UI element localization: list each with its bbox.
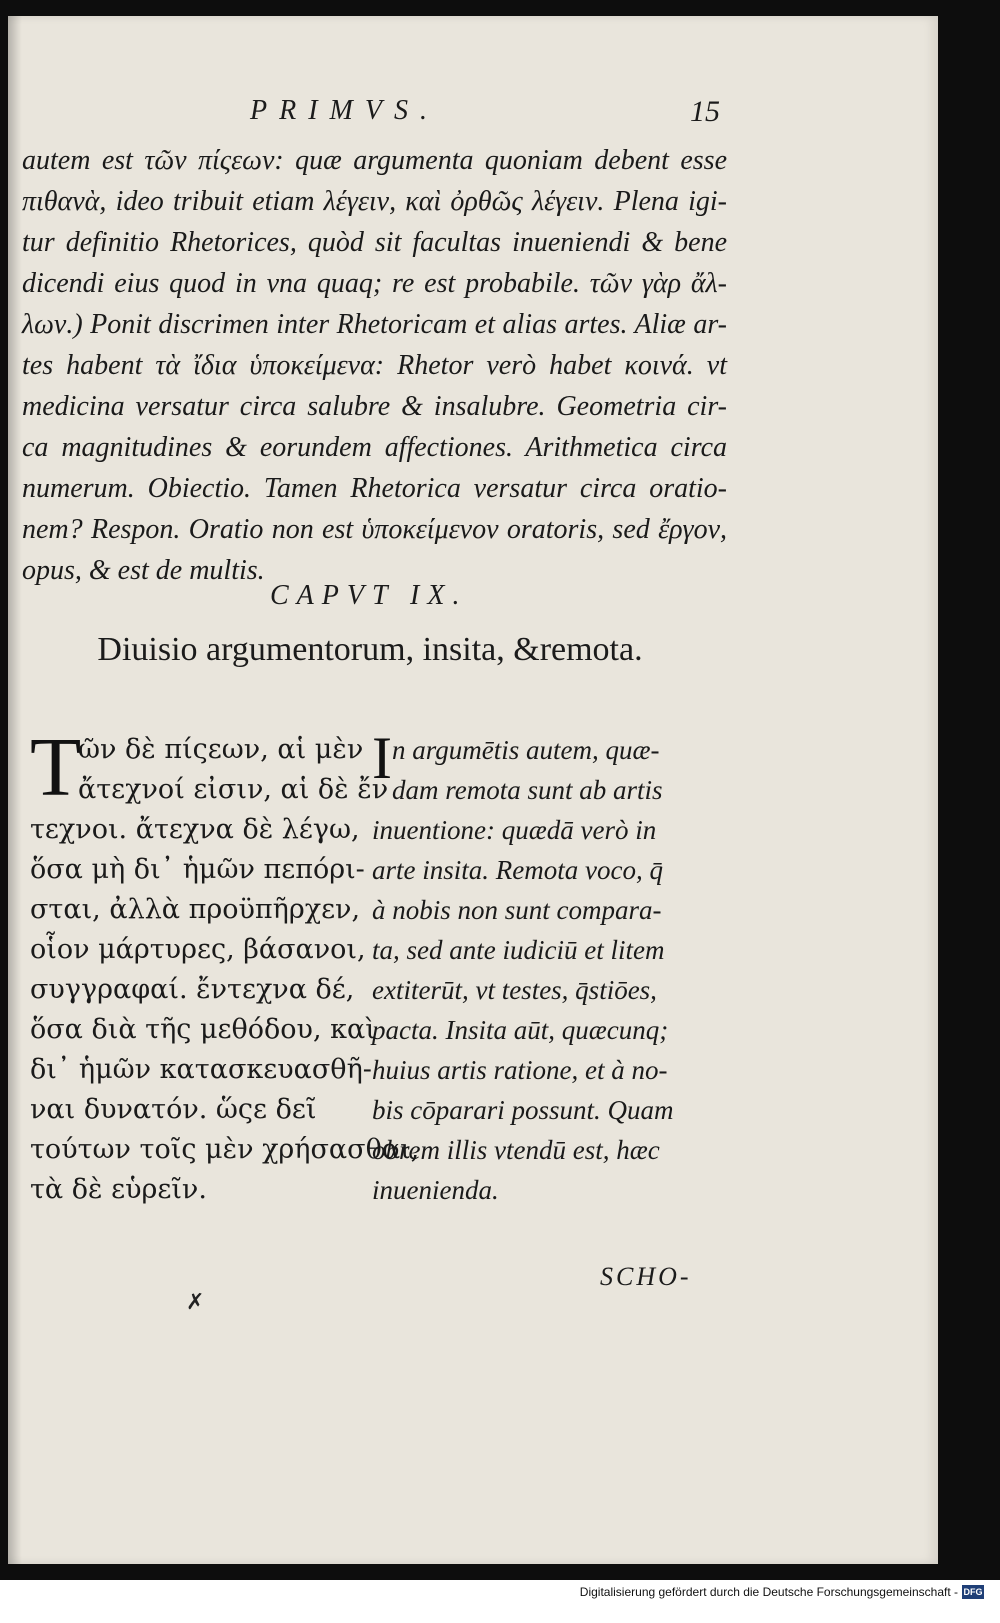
greek-line: ἄτεχνοί εἰσιν, αἱ δὲ ἔν bbox=[78, 774, 389, 805]
latin-line: extiterūt, vt testes, q̄stiōes, bbox=[372, 975, 657, 1005]
latin-line: arte insita. Remota voco, q̄ bbox=[372, 855, 663, 885]
gutter-shadow bbox=[8, 16, 22, 1564]
greek-line: τεχνοι. ἄτεχνα δὲ λέγω, bbox=[30, 814, 360, 845]
greek-text-column bbox=[30, 721, 420, 1210]
chapter-title bbox=[80, 628, 660, 672]
greek-line: τούτων τοῖς μὲν χρήσασθαι, bbox=[30, 1134, 420, 1165]
greek-line: ῶν δὲ πίςεων, αἱ μὲν bbox=[78, 734, 364, 765]
commentary-line: λων.) Ponit discrimen inter Rhetoricam et alias artes. Aliæ ar- bbox=[22, 309, 727, 340]
chapter-title-line: remota. bbox=[539, 631, 643, 668]
greek-line: ναι δυνατόν. ὥςε δεῖ bbox=[30, 1094, 317, 1125]
greek-line: τὰ δὲ εὑρεῖν. bbox=[30, 1174, 207, 1205]
commentary-paragraph bbox=[22, 140, 727, 591]
latin-line: inuentione: quædā verò in bbox=[372, 815, 657, 845]
greek-line: ὅσα διὰ τῆς μεθόδου, καὶ bbox=[30, 1014, 376, 1045]
commentary-line: tes habent τὰ ἴδια ὑποκείμενα: Rhetor verò habet κοινά. vt bbox=[22, 350, 727, 381]
greek-line: ὅσα μὴ δι᾽ ἡμῶν πεπόρι- bbox=[30, 854, 365, 885]
commentary-line: πιθανὰ, ideo tribuit etiam λέγειν, καὶ ὀρθῶς λέγειν. Plena igi- bbox=[22, 186, 727, 217]
dfg-logo: DFG bbox=[963, 1587, 983, 1597]
latin-line: n argumētis autem, quæ- bbox=[392, 735, 660, 765]
latin-line: à nobis non sunt compara- bbox=[372, 895, 662, 925]
latin-line: inuenienda. bbox=[372, 1175, 499, 1205]
commentary-line: nem? Respon. Oratio non est ὑποκείμενον oratoris, sed ἔργον, bbox=[22, 514, 727, 545]
latin-line: dam remota sunt ab artis bbox=[392, 775, 663, 805]
latin-line: obrem illis vtendū est, hæc bbox=[372, 1135, 660, 1165]
digitization-credit: Digitalisierung gefördert durch die Deutsche Forschungsgemeinschaft - bbox=[579, 1585, 958, 1599]
greek-line: δι᾽ ἡμῶν κατασκευασθῆ- bbox=[30, 1054, 372, 1085]
greek-line: σται, ἀλλὰ προϋπῆρχεν, bbox=[30, 894, 361, 925]
latin-text-column bbox=[372, 725, 727, 1210]
latin-line: huius artis ratione, et à no- bbox=[372, 1055, 668, 1085]
latin-line: pacta. Insita aūt, quæcunq; bbox=[372, 1015, 669, 1045]
running-head: PRIMVS. bbox=[250, 95, 439, 126]
commentary-line: tur definitio Rhetorices, quòd sit facultas inueniendi & bene bbox=[22, 227, 727, 258]
latin-drop-initial: I bbox=[372, 725, 392, 791]
page-number: 15 bbox=[690, 95, 720, 128]
commentary-line: opus, & est de multis. bbox=[22, 555, 265, 586]
commentary-line: medicina versatur circa salubre & insalubre. Geometria cir- bbox=[22, 391, 727, 422]
greek-line: οἷον μάρτυρες, βάσανοι, bbox=[30, 934, 366, 965]
commentary-line: autem est τῶν πίςεων: quæ argumenta quoniam debent esse bbox=[22, 145, 727, 176]
chapter-label: CAPVT IX. bbox=[270, 580, 468, 611]
commentary-line: dicendi eius quod in vna quaq; re est probabile. τῶν γὰρ ἄλ- bbox=[22, 268, 727, 299]
greek-line: συγγραφαί. ἔντεχνα δέ, bbox=[30, 974, 355, 1005]
latin-line: ta, sed ante iudiciū et litem bbox=[372, 935, 665, 965]
printer-mark-icon: ✗ bbox=[186, 1290, 205, 1315]
catchword: SCHO- bbox=[600, 1262, 692, 1291]
chapter-title-line: Diuisio argumentorum, insita, & bbox=[97, 631, 540, 668]
latin-line: bis cōparari possunt. Quam bbox=[372, 1095, 674, 1125]
commentary-line: numerum. Obiectio. Tamen Rhetorica versatur circa oratio- bbox=[22, 473, 727, 504]
greek-drop-initial: Τ bbox=[30, 721, 82, 814]
commentary-line: ca magnitudines & eorundem affectiones. Arithmetica circa bbox=[22, 432, 727, 463]
